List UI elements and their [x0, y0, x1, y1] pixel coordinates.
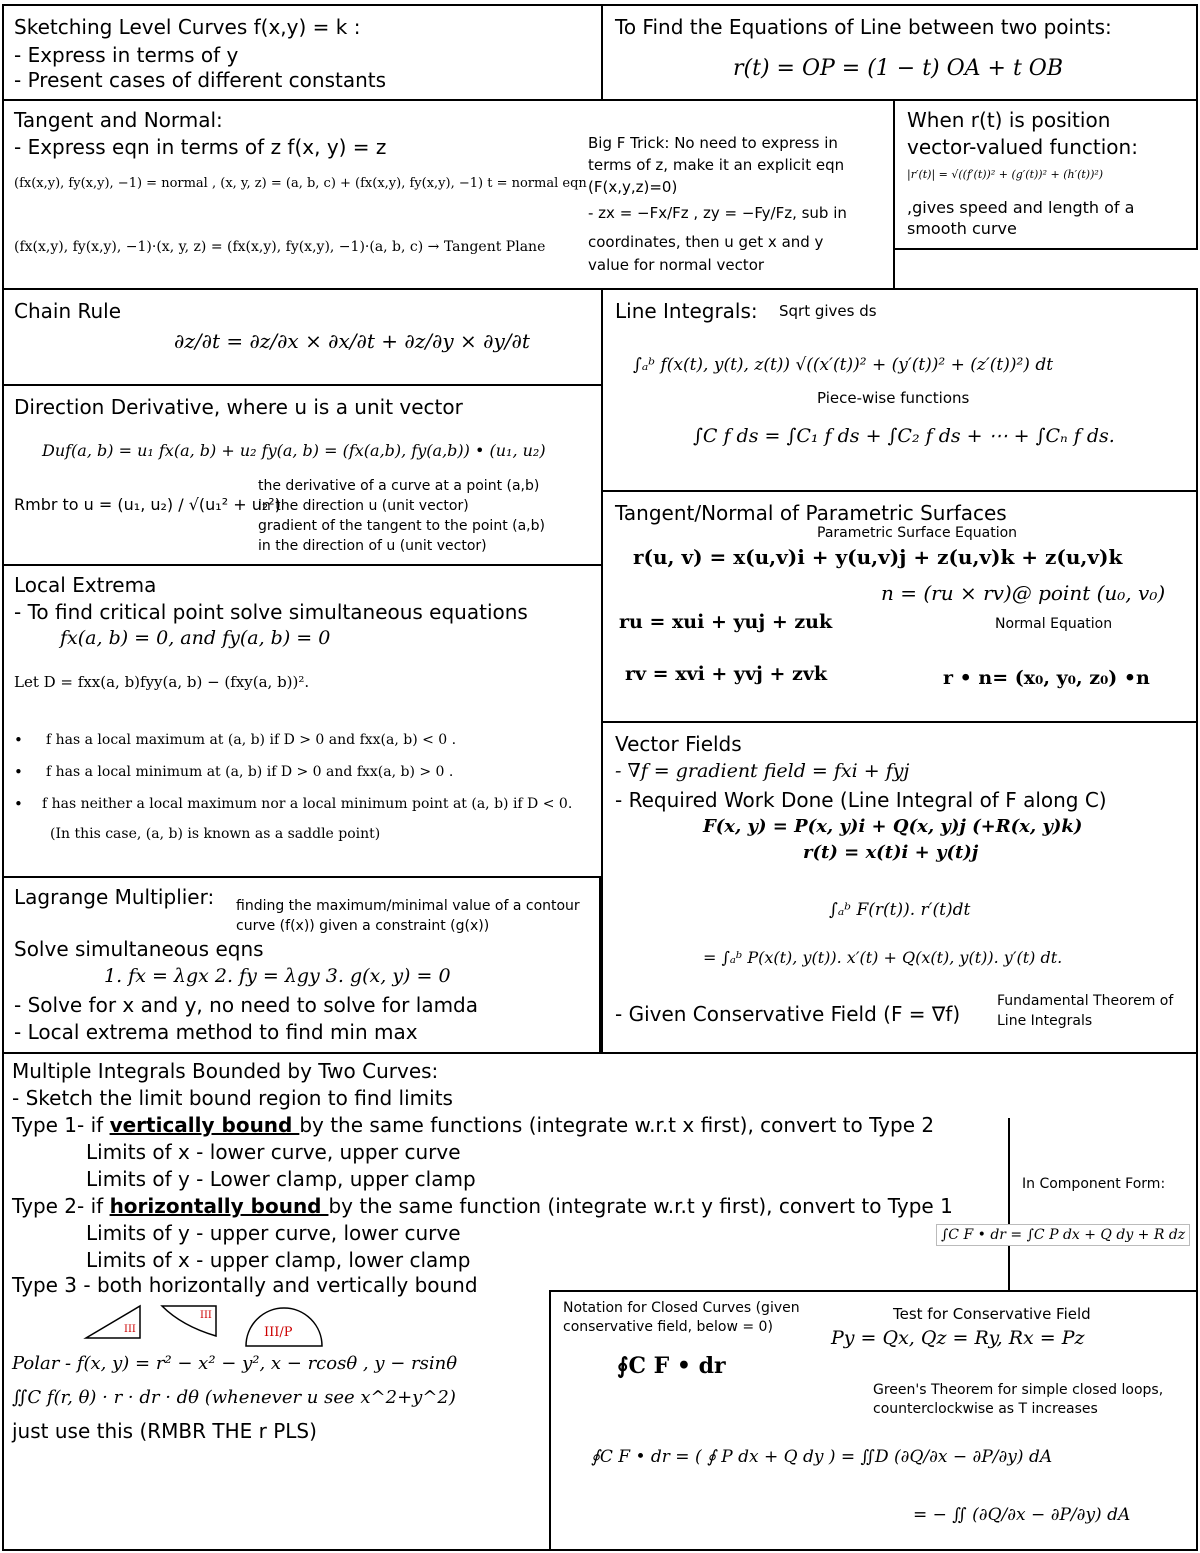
line-integrals-section: [601, 288, 1198, 492]
saddle-note: (In this case, (a, b) is known as a saddle point): [50, 826, 381, 842]
closed-note: Notation for Closed Curves (given: [563, 1300, 800, 1316]
bullet-dot: •: [14, 763, 23, 781]
lagrange-eqs: 1. fx = λgx 2. fy = λgy 3. g(x, y) = 0: [104, 965, 451, 987]
type1-limit-x: Limits of x - lower curve, upper curve: [86, 1140, 461, 1164]
conservative-field: - Given Conservative Field (F = ∇f): [615, 1002, 961, 1026]
lagrange-section: [2, 876, 601, 1054]
type1-pre: Type 1- if: [12, 1113, 110, 1137]
big-f-line: value for normal vector: [588, 256, 765, 274]
component-divider: [1008, 1118, 1010, 1318]
type2-pre: Type 2- if: [12, 1194, 110, 1218]
region-label: III/P: [264, 1325, 293, 1340]
vector-field-F: F(x, y) = P(x, y)i + Q(x, y)j (+R(x, y)k): [703, 816, 1083, 837]
normal-eqn: (fx(x,y), fy(x,y), −1) = normal , (x, y, z) = (a, b, c) + (fx(x,y), fy(x,y), −1) t = normal eqn: [14, 176, 587, 191]
bullet-dot: •: [14, 795, 23, 813]
chain-rule-formula: ∂z/∂t = ∂z/∂x × ∂x/∂t + ∂z/∂y × ∂y/∂t: [174, 329, 530, 353]
direction-note: the derivative of a curve at a point (a,b): [258, 478, 540, 494]
green-theorem-2: = − ∬ (∂Q/∂x − ∂P/∂y) dA: [913, 1505, 1131, 1525]
green-theorem: ∮C F • dr = ( ∮ P dx + Q dy ) = ∬D (∂Q/∂x − ∂P/∂y) dA: [591, 1447, 1053, 1467]
position-title-2: vector-valued function:: [907, 135, 1138, 159]
local-extrema-eqs: fx(a, b) = 0, and fy(a, b) = 0: [60, 627, 331, 649]
type2-limit-y: Limits of y - upper curve, lower curve: [86, 1221, 461, 1245]
type1-limit-y: Limits of y - Lower clamp, upper clamp: [86, 1167, 476, 1191]
green-label: Green's Theorem for simple closed loops,: [873, 1382, 1164, 1398]
multiple-sketch: - Sketch the limit bound region to find limits: [12, 1086, 453, 1110]
type1-bold: vertically bound: [109, 1113, 300, 1137]
tangent-normal-line1: - Express eqn in terms of z f(x, y) = z: [14, 135, 387, 159]
component-formula: ∫C F • dr = ∫C P dx + Q dy + R dz: [936, 1224, 1190, 1246]
line-eq-title: To Find the Equations of Line between two points:: [615, 15, 1112, 39]
local-max-bullet: f has a local maximum at (a, b) if D > 0 and fxx(a, b) < 0 .: [46, 732, 457, 748]
direction-section: [2, 384, 603, 566]
type3-line: Type 3 - both horizontally and vertically bound: [12, 1273, 478, 1297]
local-min-bullet: f has a local minimum at (a, b) if D > 0 and fxx(a, b) > 0 .: [46, 764, 454, 780]
position-note-1: ,gives speed and length of a: [907, 198, 1135, 217]
tangent-normal-section: [2, 99, 895, 290]
normal-eq: r • n= (x₀, y₀, z₀) •n: [943, 667, 1150, 689]
tangent-plane: (fx(x,y), fy(x,y), −1)·(x, y, z) = (fx(x,y), fy(x,y), −1)·(a, b, c) → Tangent Plane: [14, 239, 546, 255]
rmbr-unit: Rmbr to u = (u₁, u₂) / √(u₁² + u₂²): [14, 495, 281, 514]
line-eq-formula: r(t) = OP = (1 − t) OA + t OB: [733, 56, 1063, 81]
type1-post: by the same functions (integrate w.r.t x first), convert to Type 2: [299, 1113, 935, 1137]
ftli-label: Line Integrals: [997, 1013, 1093, 1029]
big-f-line: coordinates, then u get x and y: [588, 233, 824, 251]
normal-eq-label: Normal Equation: [995, 616, 1113, 632]
multiple-title: Multiple Integrals Bounded by Two Curves:: [12, 1059, 439, 1083]
position-section: [893, 99, 1198, 250]
type2-line: [12, 1195, 953, 1218]
lagrange-item: - Local extrema method to find min max: [14, 1020, 418, 1044]
type2-limit-x: Limits of x - upper clamp, lower clamp: [86, 1248, 471, 1272]
lagrange-solve: Solve simultaneous eqns: [14, 937, 264, 961]
region-triangle-icon: [86, 1306, 140, 1338]
param-surface-title: Tangent/Normal of Parametric Surfaces: [615, 501, 1007, 525]
closed-note: conservative field, below = 0): [563, 1319, 773, 1335]
type2-post: by the same function (integrate w.r.t y first), convert to Type 1: [328, 1194, 953, 1218]
param-surface-rv: rv = xvi + yvj + zvk: [625, 663, 828, 685]
work-integral-2: = ∫ₐᵇ P(x(t), y(t)). x′(t) + Q(x(t), y(t)). y′(t) dt.: [703, 948, 1063, 967]
polar-formula: Polar - f(x, y) = r² − x² − y², x − rcosθ , y − rsinθ: [12, 1353, 458, 1374]
direction-formula: Duf(a, b) = u₁ fx(a, b) + u₂ fy(a, b) = (fx(a,b), fy(a,b)) • (u₁, u₂): [42, 441, 546, 460]
sketch-title: Sketching Level Curves f(x,y) = k :: [14, 15, 361, 39]
region-label: III: [200, 1310, 212, 1321]
lagrange-item: - Solve for x and y, no need to solve for lamda: [14, 993, 479, 1017]
direction-title: Direction Derivative, where u is a unit vector: [14, 395, 463, 419]
type1-line: [12, 1114, 934, 1137]
param-surface-section: [601, 490, 1198, 723]
component-label: In Component Form:: [1022, 1176, 1166, 1192]
closed-curves-section: [549, 1290, 1198, 1551]
local-extrema-item: - To find critical point solve simultaneous equations: [14, 600, 528, 624]
param-surface-n: n = (ru × rv)@ point (u₀, v₀): [881, 581, 1166, 605]
big-f-line: - zx = −Fx/Fz , zy = −Fy/Fz, sub in: [588, 204, 847, 222]
saddle-bullet: f has neither a local maximum nor a local minimum point at (a, b) if D < 0.: [42, 796, 573, 812]
line-eq-section: [601, 4, 1198, 101]
region-label: III: [124, 1324, 136, 1335]
line-integrals-title: Line Integrals:: [615, 299, 758, 323]
green-label: counterclockwise as T increases: [873, 1401, 1098, 1417]
vector-fields-title: Vector Fields: [615, 732, 742, 756]
direction-note: gradient of the tangent to the point (a,b): [258, 518, 545, 534]
region-semicircle-icon: [246, 1308, 322, 1346]
param-surface-sub: Parametric Surface Equation: [817, 525, 1018, 541]
local-extrema-title: Local Extrema: [14, 573, 157, 597]
chain-rule-section: [2, 288, 603, 386]
polar-integral: ∬C f(r, θ) · r · dr · dθ (whenever u see x^2+y^2): [12, 1387, 456, 1408]
sketch-item-2: - Present cases of different constants: [14, 68, 387, 92]
position-formula: |r′(t)| = √((f′(t))² + (g′(t))² + (h′(t))²): [907, 168, 1104, 181]
direction-note: in the direction of u (unit vector): [258, 538, 487, 554]
piecewise-label: Piece-wise functions: [817, 389, 970, 407]
region-sketches: [82, 1302, 342, 1350]
closed-oint: ∮C F • dr: [617, 1353, 726, 1379]
line-integrals-note: Sqrt gives ds: [779, 302, 877, 320]
sketch-item-1: - Express in terms of y: [14, 43, 239, 67]
chain-rule-title: Chain Rule: [14, 299, 122, 323]
lagrange-title: Lagrange Multiplier:: [14, 885, 215, 909]
gradient-field: - ∇f = gradient field = fxi + fyj: [615, 760, 910, 782]
test-conservative: Py = Qx, Qz = Ry, Rx = Pz: [831, 1327, 1085, 1349]
big-f-line: (F(x,y,z)=0): [588, 178, 678, 196]
vector-field-r: r(t) = x(t)i + y(t)j: [803, 842, 979, 863]
type2-bold: horizontally bound: [109, 1194, 329, 1218]
test-label: Test for Conservative Field: [893, 1305, 1091, 1323]
big-f-line: terms of z, make it an explicit eqn: [588, 156, 845, 174]
ftli-label: Fundamental Theorem of: [997, 993, 1174, 1009]
region-curve-icon: [162, 1306, 216, 1336]
work-integral-1: ∫ₐᵇ F(r(t)). r′(t)dt: [829, 900, 971, 920]
param-surface-ru: ru = xui + yuj + zuk: [619, 611, 833, 633]
bullet-dot: •: [14, 731, 23, 749]
local-extrema-section: [2, 564, 603, 878]
direction-note: in the direction u (unit vector): [258, 498, 469, 514]
line-integrals-formula-2: ∫C f ds = ∫C₁ f ds + ∫C₂ f ds + ⋯ + ∫Cₙ f ds.: [693, 425, 1115, 447]
line-integrals-formula: ∫ₐᵇ f(x(t), y(t), z(t)) √((x′(t))² + (y′(t))² + (z′(t))²) dt: [633, 355, 1054, 375]
position-title-1: When r(t) is position: [907, 108, 1111, 132]
sketch-section: [2, 4, 603, 101]
lagrange-note: finding the maximum/minimal value of a contour: [236, 898, 580, 914]
lagrange-note: curve (f(x)) given a constraint (g(x)): [236, 918, 490, 934]
work-done: - Required Work Done (Line Integral of F along C): [615, 788, 1107, 812]
tangent-normal-title: Tangent and Normal:: [14, 108, 223, 132]
let-d: Let D = fxx(a, b)fyy(a, b) − (fxy(a, b))².: [14, 673, 310, 691]
polar-note: just use this (RMBR THE r PLS): [12, 1419, 317, 1443]
param-surface-formula: r(u, v) = x(u,v)i + y(u,v)j + z(u,v)k + z(u,v)k: [633, 545, 1123, 569]
big-f-line: Big F Trick: No need to express in: [588, 134, 838, 152]
position-note-2: smooth curve: [907, 219, 1017, 238]
